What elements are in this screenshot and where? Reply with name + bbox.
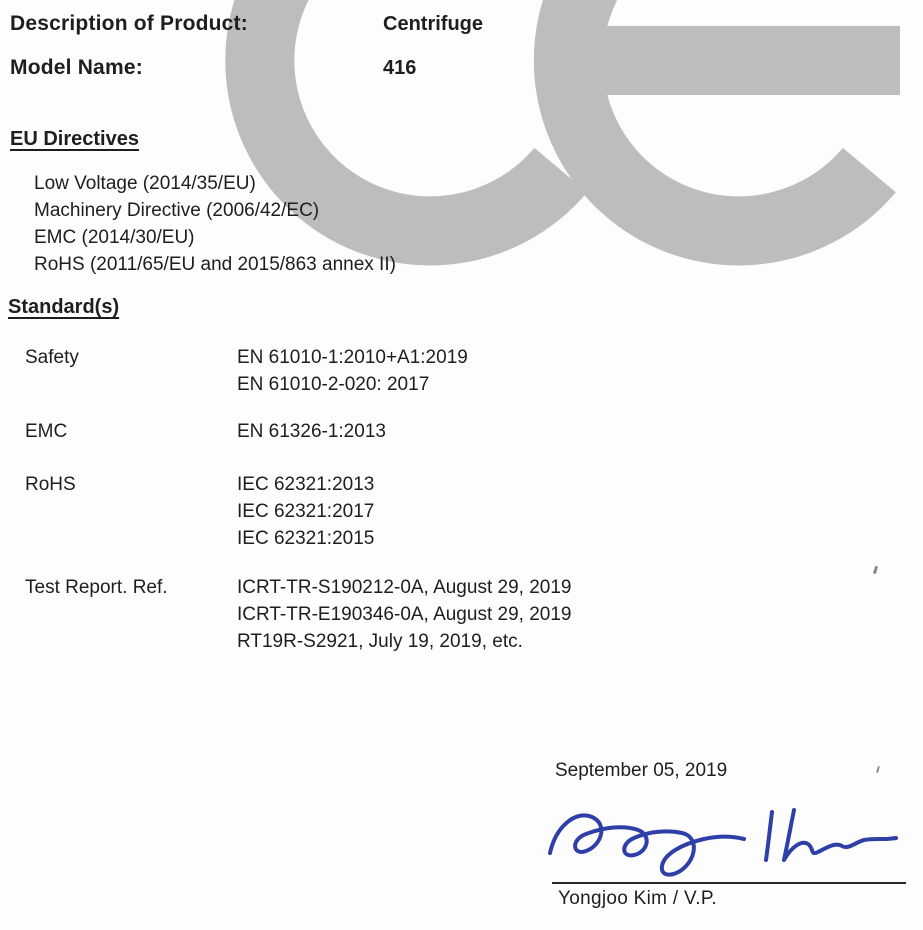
eu-directives-heading: EU Directives bbox=[10, 128, 139, 150]
standard-value: ICRT-TR-E190346-0A, August 29, 2019 bbox=[237, 604, 572, 625]
directive-item: Low Voltage (2014/35/EU) bbox=[34, 173, 256, 194]
scan-speck bbox=[876, 766, 880, 773]
standard-value: EN 61326-1:2013 bbox=[237, 421, 386, 442]
model-name-label: Model Name: bbox=[10, 56, 143, 79]
signature-line bbox=[552, 882, 906, 884]
standards-row-values bbox=[237, 344, 468, 398]
standard-value: EN 61010-2-020: 2017 bbox=[237, 374, 430, 395]
standards-heading: Standard(s) bbox=[8, 296, 120, 318]
standards-row-label: EMC bbox=[25, 421, 68, 442]
signer-name-title: Yongjoo Kim / V.P. bbox=[558, 888, 717, 909]
handwritten-signature bbox=[540, 798, 910, 888]
standards-row-values bbox=[237, 471, 374, 552]
scan-speck bbox=[873, 566, 878, 575]
standards-row-values bbox=[237, 418, 386, 445]
standard-value: IEC 62321:2017 bbox=[237, 501, 375, 522]
eu-directives-list bbox=[34, 170, 396, 278]
standard-value: ICRT-TR-S190212-0A, August 29, 2019 bbox=[237, 577, 572, 598]
directive-item: RoHS (2011/65/EU and 2015/863 annex II) bbox=[34, 254, 396, 275]
directive-item: EMC (2014/30/EU) bbox=[34, 227, 195, 248]
directive-item: Machinery Directive (2006/42/EC) bbox=[34, 200, 320, 221]
standards-row-values bbox=[237, 574, 571, 655]
standard-value: IEC 62321:2015 bbox=[237, 528, 375, 549]
model-name-value: 416 bbox=[383, 57, 417, 79]
product-label: Description of Product: bbox=[10, 12, 248, 35]
product-value: Centrifuge bbox=[383, 13, 483, 35]
standards-row-label: Safety bbox=[25, 347, 79, 368]
standard-value: RT19R-S2921, July 19, 2019, etc. bbox=[237, 631, 523, 652]
signature-stroke-first-name bbox=[550, 815, 744, 874]
signature-date: September 05, 2019 bbox=[555, 760, 728, 781]
signature-stroke-last-name bbox=[766, 810, 896, 860]
standard-value: EN 61010-1:2010+A1:2019 bbox=[237, 347, 468, 368]
standards-row-label: Test Report. Ref. bbox=[25, 577, 168, 598]
standards-row-label: RoHS bbox=[25, 474, 76, 495]
standard-value: IEC 62321:2013 bbox=[237, 474, 375, 495]
